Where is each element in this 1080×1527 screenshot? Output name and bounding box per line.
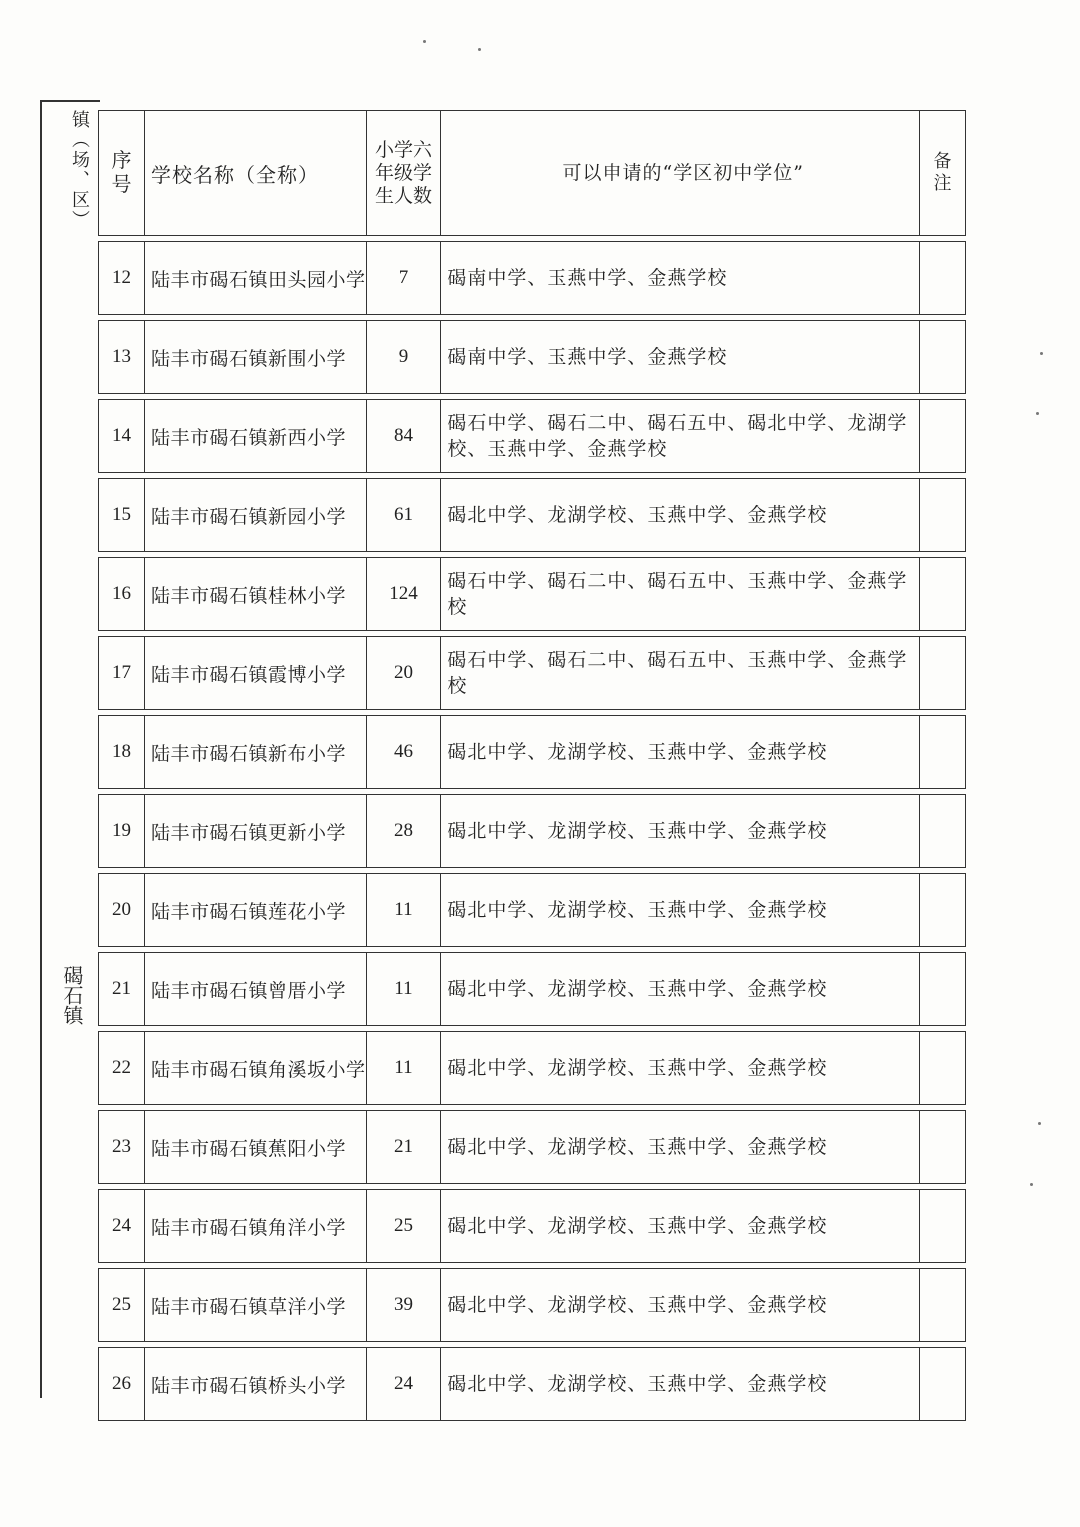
student-count: 11 (367, 873, 442, 947)
serial-number: 15 (98, 478, 145, 552)
eligible-middle-schools: 碣石中学、碣石二中、碣石五中、玉燕中学、金燕学校 (441, 636, 920, 710)
student-count: 11 (367, 952, 442, 1026)
serial-number: 13 (98, 320, 145, 394)
eligible-middle-schools: 碣北中学、龙湖学校、玉燕中学、金燕学校 (441, 873, 920, 947)
header-note: 备注 (920, 110, 966, 236)
note (920, 873, 966, 947)
serial-number: 14 (98, 399, 145, 473)
student-count: 20 (367, 636, 442, 710)
table-row (98, 1268, 966, 1342)
table-row (98, 557, 966, 631)
town-name: 碣石镇 (60, 965, 84, 1025)
note (920, 794, 966, 868)
serial-number: 21 (98, 952, 145, 1026)
note (920, 1268, 966, 1342)
scan-speck (423, 40, 426, 43)
note (920, 320, 966, 394)
school-name: 陆丰市碣石镇桂林小学 (145, 557, 367, 631)
town-column-left-border (40, 100, 42, 1398)
student-count: 9 (367, 320, 442, 394)
school-name: 陆丰市碣石镇桥头小学 (145, 1347, 367, 1421)
eligible-middle-schools: 碣北中学、龙湖学校、玉燕中学、金燕学校 (441, 952, 920, 1026)
table-row (98, 478, 966, 552)
table-row (98, 1031, 966, 1105)
table-row (98, 1189, 966, 1263)
note (920, 478, 966, 552)
note (920, 399, 966, 473)
table-row (98, 320, 966, 394)
table-row (98, 399, 966, 473)
serial-number: 23 (98, 1110, 145, 1184)
serial-number: 19 (98, 794, 145, 868)
header-middle-schools: 可以申请的“学区初中学位” (441, 110, 920, 236)
table-row (98, 241, 966, 315)
serial-number: 25 (98, 1268, 145, 1342)
student-count: 7 (367, 241, 442, 315)
top-border (40, 100, 100, 102)
student-count: 28 (367, 794, 442, 868)
eligible-middle-schools: 碣石中学、碣石二中、碣石五中、碣北中学、龙湖学校、玉燕中学、金燕学校 (441, 399, 920, 473)
student-count: 61 (367, 478, 442, 552)
note (920, 952, 966, 1026)
table-row (98, 794, 966, 868)
school-name: 陆丰市碣石镇草洋小学 (145, 1268, 367, 1342)
scan-speck (478, 48, 481, 51)
scan-speck (1030, 1183, 1033, 1186)
school-name: 陆丰市碣石镇新西小学 (145, 399, 367, 473)
student-count: 84 (367, 399, 442, 473)
eligible-middle-schools: 碣北中学、龙湖学校、玉燕中学、金燕学校 (441, 1110, 920, 1184)
note (920, 1031, 966, 1105)
serial-number: 26 (98, 1347, 145, 1421)
scan-speck (1038, 1122, 1041, 1125)
serial-number: 16 (98, 557, 145, 631)
eligible-middle-schools: 碣北中学、龙湖学校、玉燕中学、金燕学校 (441, 794, 920, 868)
note (920, 1189, 966, 1263)
school-name: 陆丰市碣石镇角溪坂小学 (145, 1031, 367, 1105)
serial-number: 20 (98, 873, 145, 947)
eligible-middle-schools: 碣北中学、龙湖学校、玉燕中学、金燕学校 (441, 1031, 920, 1105)
note (920, 636, 966, 710)
school-name: 陆丰市碣石镇新布小学 (145, 715, 367, 789)
table-row (98, 873, 966, 947)
serial-number: 22 (98, 1031, 145, 1105)
scan-speck (1036, 412, 1039, 415)
table-header-row (98, 110, 966, 236)
serial-number: 17 (98, 636, 145, 710)
header-student-count: 小学六年级学生人数 (367, 110, 442, 236)
student-count: 124 (367, 557, 442, 631)
note (920, 715, 966, 789)
student-count: 46 (367, 715, 442, 789)
table-row (98, 715, 966, 789)
eligible-middle-schools: 碣北中学、龙湖学校、玉燕中学、金燕学校 (441, 1268, 920, 1342)
header-serial-number: 序号 (98, 110, 145, 236)
note (920, 557, 966, 631)
student-count: 39 (367, 1268, 442, 1342)
school-name: 陆丰市碣石镇蕉阳小学 (145, 1110, 367, 1184)
eligible-middle-schools: 碣北中学、龙湖学校、玉燕中学、金燕学校 (441, 1189, 920, 1263)
school-name: 陆丰市碣石镇新园小学 (145, 478, 367, 552)
serial-number: 24 (98, 1189, 145, 1263)
eligible-middle-schools: 碣北中学、龙湖学校、玉燕中学、金燕学校 (441, 1347, 920, 1421)
school-name: 陆丰市碣石镇霞博小学 (145, 636, 367, 710)
school-name: 陆丰市碣石镇田头园小学 (145, 241, 367, 315)
school-name: 陆丰市碣石镇曾厝小学 (145, 952, 367, 1026)
note (920, 1110, 966, 1184)
header-school-name: 学校名称（全称） (145, 110, 367, 236)
eligible-middle-schools: 碣南中学、玉燕中学、金燕学校 (441, 320, 920, 394)
eligible-middle-schools: 碣北中学、龙湖学校、玉燕中学、金燕学校 (441, 715, 920, 789)
note (920, 241, 966, 315)
student-count: 25 (367, 1189, 442, 1263)
note (920, 1347, 966, 1421)
eligible-middle-schools: 碣南中学、玉燕中学、金燕学校 (441, 241, 920, 315)
eligible-middle-schools: 碣石中学、碣石二中、碣石五中、玉燕中学、金燕学校 (441, 557, 920, 631)
scan-speck (1040, 352, 1043, 355)
school-name: 陆丰市碣石镇新围小学 (145, 320, 367, 394)
school-table (98, 105, 966, 1426)
table-row (98, 1347, 966, 1421)
school-name: 陆丰市碣石镇更新小学 (145, 794, 367, 868)
student-count: 11 (367, 1031, 442, 1105)
serial-number: 18 (98, 715, 145, 789)
eligible-middle-schools: 碣北中学、龙湖学校、玉燕中学、金燕学校 (441, 478, 920, 552)
serial-number: 12 (98, 241, 145, 315)
table-row (98, 636, 966, 710)
student-count: 21 (367, 1110, 442, 1184)
student-count: 24 (367, 1347, 442, 1421)
school-name: 陆丰市碣石镇莲花小学 (145, 873, 367, 947)
table-row (98, 952, 966, 1026)
school-name: 陆丰市碣石镇角洋小学 (145, 1189, 367, 1263)
town-column-header: 镇（场、区） (69, 110, 90, 230)
table-row (98, 1110, 966, 1184)
